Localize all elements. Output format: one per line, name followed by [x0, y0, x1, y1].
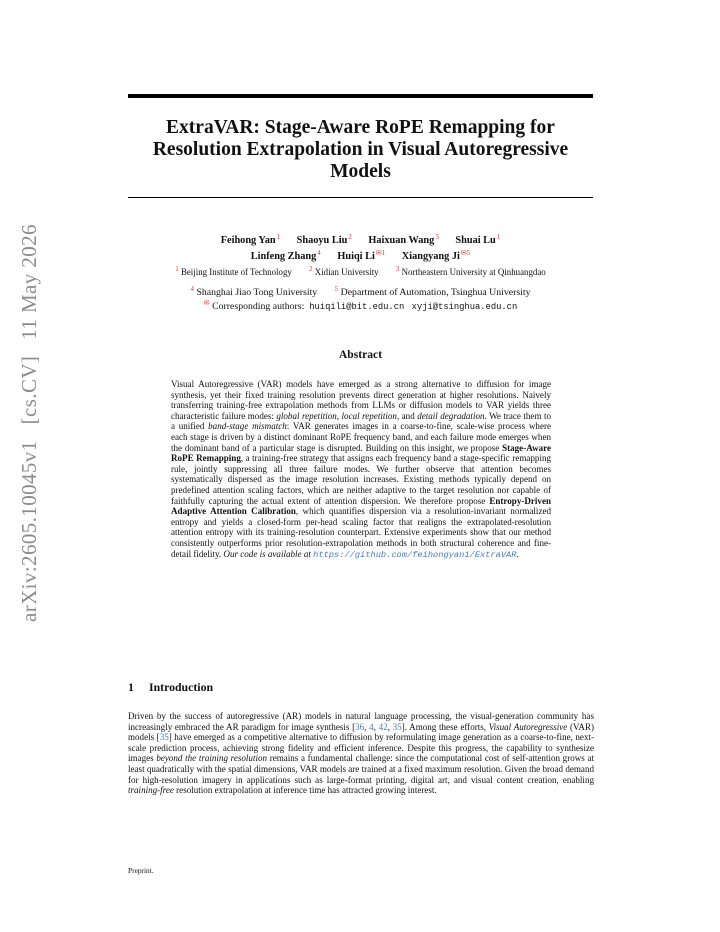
arxiv-date: 11 May 2026	[17, 224, 41, 340]
author-affiliation-mark: 1	[496, 233, 501, 241]
email-address: huiqili@bit.edu.cn	[309, 302, 405, 312]
failure-mode-term: local repetition	[341, 410, 397, 421]
author-name: Linfeng Zhang	[250, 251, 317, 262]
author-line-2	[128, 247, 593, 263]
author-list	[128, 231, 593, 263]
emphasized-term: beyond the training resolution	[156, 753, 268, 764]
author-affiliation-mark: 3	[435, 233, 439, 241]
envelope-icon: ✉	[203, 299, 210, 307]
author-name: Huiqi Li	[337, 251, 375, 262]
affiliations-line-1	[90, 263, 630, 278]
citation-link[interactable]: 42	[378, 721, 388, 732]
citation-link[interactable]: 35	[159, 732, 169, 743]
author-name: Haixuan Wang	[368, 235, 435, 246]
section-number: 1	[128, 680, 134, 694]
code-repository-link[interactable]: https://github.com/feihongyan1/ExtraVAR	[313, 549, 517, 560]
affiliation-name: Beijing Institute of Technology	[180, 267, 292, 277]
affiliation-number: 2	[309, 265, 313, 273]
method-name: Stage-Aware RoPE Remapping	[171, 442, 551, 464]
arxiv-id: arXiv:2605.10045v1	[17, 440, 41, 622]
affiliation-number: 3	[395, 265, 400, 273]
arxiv-category: [cs.CV]	[17, 355, 41, 425]
title-top-rule	[128, 94, 593, 98]
author-affiliation-mark: 4	[317, 249, 321, 257]
corresponding-label: Corresponding authors:	[212, 301, 305, 312]
author-name: Shaoyu Liu	[296, 235, 348, 246]
failure-mode-term: detail degradation	[417, 410, 485, 421]
citation-link[interactable]: 36	[355, 721, 365, 732]
section-heading-introduction	[128, 680, 213, 695]
author-affiliation-mark: 1	[276, 233, 281, 241]
corresponding-authors	[90, 297, 630, 313]
email-address: xyji@tsinghua.edu.cn	[411, 302, 518, 312]
code-availability-text: Our code is available at	[223, 548, 311, 559]
introduction-paragraph: Driven by the success of autoregressive (AR) models in natural language processing, the visual-generation community has increasingly embraced the AR paradigm for image synthesis [36, 4, 42, 35]. Among these efforts, Visual Autoregressive (VAR) models [35] have emerged as a competitive alternative to diffusion by reformulating image generation as a coarse-to-fine, next-scale prediction process, achieving strong fidelity and efficient inference. Despite this progress, the capability to synthesize images beyond the training resolution remains a fundamental challenge: since the computational cost of self-attention grows at least quadratically with the spatial dimensions, VAR models are trained at a fixed maximum resolution. Given the broad demand for high-resolution imagery in applications such as large-format printing, digital art, and visual content creation, enabling training-free resolution extrapolation at inference time has attracted growing interest.	[128, 711, 594, 796]
author-name: Feihong Yan	[220, 235, 276, 246]
affiliation-number: 5	[334, 285, 339, 293]
author-name: Shuai Lu	[455, 235, 496, 246]
affiliation-name: Department of Automation, Tsinghua University	[340, 287, 531, 298]
author-affiliation-mark: ✉1	[375, 249, 386, 257]
title-bottom-rule	[128, 197, 593, 198]
affiliation-name: Northeastern University at Qinhuangdao	[401, 267, 546, 277]
affiliation-name: Xidian University	[314, 267, 379, 277]
paper-title: ExtraVAR: Stage-Aware RoPE Remapping for Resolution Extrapolation in Visual Autoregressive Models	[152, 117, 569, 182]
author-affiliation-mark: ✉5	[460, 249, 471, 257]
footer-preprint-label: Preprint.	[128, 866, 154, 875]
emphasized-term: training-free	[128, 785, 174, 796]
abstract-heading: Abstract	[338, 348, 383, 361]
citation-link[interactable]: 4	[369, 721, 374, 732]
key-term: band-stage mismatch	[208, 421, 287, 432]
section-title: Introduction	[149, 680, 214, 694]
failure-mode-term: global repetition	[276, 410, 337, 421]
author-line-1	[128, 231, 593, 247]
affiliation-number: 4	[190, 285, 194, 293]
citation-link[interactable]: 35	[392, 721, 402, 732]
method-name: Entropy-Driven Adaptive Attention Calibration	[171, 495, 551, 517]
affiliation-name: Shanghai Jiao Tong University	[196, 287, 318, 298]
affiliation-number: 1	[175, 265, 179, 273]
author-name: Xiangyang Ji	[401, 251, 460, 262]
abstract-body: Visual Autoregressive (VAR) models have emerged as a strong alternative to diffusion for image synthesis, yet their fixed training resolution prevents direct generation at higher resolutions. Naively transferring training-free extrapolation methods from LLMs or diffusion models to VAR yields three characteristic failure modes: global repetition, local repetition, and detail degradation. We trace them to a unified band-stage mismatch: VAR generates images in a coarse-to-fine, scale-wise process where each stage is driven by a distinct dominant RoPE frequency band, and each failure mode emerges when the dominant band of a particular stage is disrupted. Building on this insight, we propose Stage-Aware RoPE Remapping, a training-free strategy that assigns each frequency band a stage-specific remapping rule, jointly suppressing all three failure modes. We further observe that attention becomes systematically dispersed as the image resolution increases. Existing methods typically depend on predefined attention scaling factors, which are neither adaptive to the target resolution nor capable of faithfully capturing the actual extent of attention dispersion. We therefore propose Entropy-Driven Adaptive Attention Calibration, which quantifies dispersion via a resolution-invariant normalized entropy and yields a closed-form per-head scaling factor that realigns the extrapolated-resolution attention entropy with its training-resolution counterpart. Extensive experiments show that our method consistently outperforms prior resolution-extrapolation methods in both structural coherence and fine-detail fidelity. Our code is available at https://github.com/feihongyan1/ExtraVAR.	[171, 379, 552, 560]
emphasized-term: Visual Autoregressive	[488, 721, 568, 732]
arxiv-sidebar-stamp	[17, 222, 42, 622]
author-affiliation-mark: 2	[348, 233, 352, 241]
